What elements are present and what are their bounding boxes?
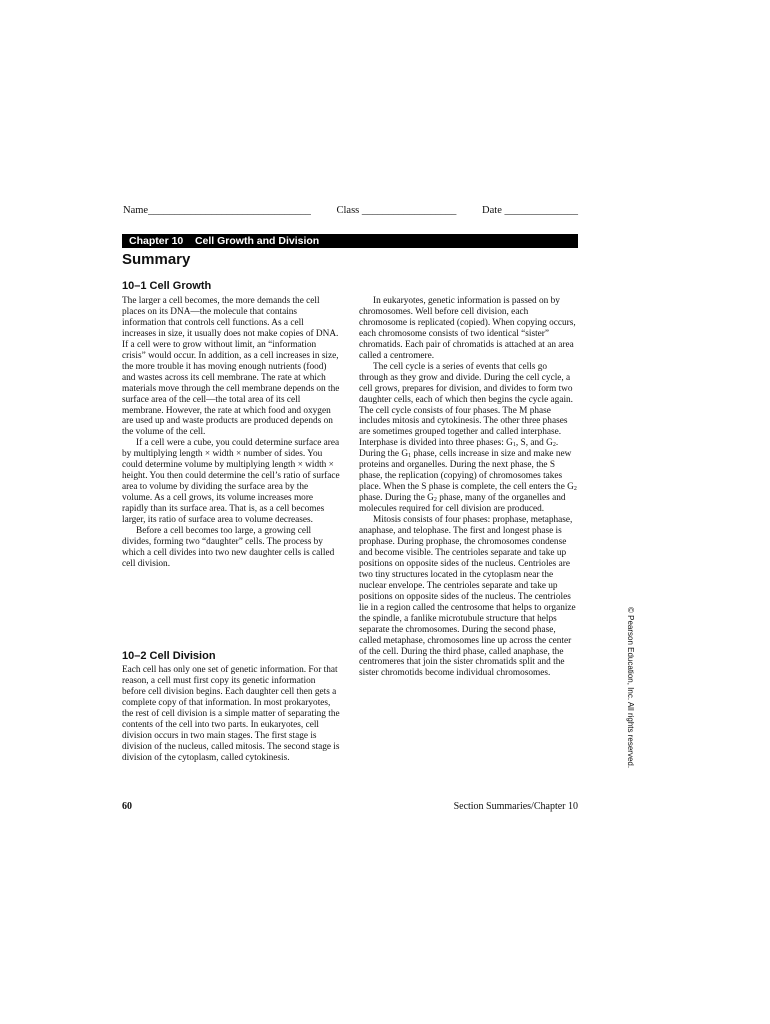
chapter-title: Cell Growth and Division (194, 235, 320, 247)
paragraph: Before a cell becomes too large, a growing cell divides, forming two “daughter” cells. The process by which a cell divides into two new daughter cells is called cell division. (122, 526, 335, 569)
copyright-notice: © Pearson Education, Inc. All rights reserved. (626, 607, 635, 769)
right-column (359, 296, 577, 679)
paragraph: Each cell has only one set of genetic information. For that reason, a cell must first copy its genetic information before cell division begins. Each daughter cell then gets a complete copy of that information. In most prokaryotes, the rest of cell division is a simple matter of separating the contents of the cell into two parts. In eukaryotes, cell division occurs in two main stages. The first stage is division of the nucleus, called mitosis. The second stage is division of the cytoplasm, called cytokinesis. (122, 665, 340, 763)
name-field-label: Name_______________________________ (123, 205, 311, 216)
left-column-lower (122, 665, 340, 764)
footer-section-label: Section Summaries/Chapter 10 (453, 801, 578, 812)
class-field-label: Class __________________ (336, 205, 457, 216)
paragraph-cell-cycle: The cell cycle is a series of events that cells go through as they grow and divide. During the cell cycle, a cell grows, prepares for division, and divides to form two daughter cells, each of which then begins the cycle again. The cell cycle consists of four phases. The M phase includes mitosis and cytokinesis. The other three phases are sometimes grouped together and called interphase. Interphase is divided into three phases: $G_1$, S, and $G_2$. During the $G_1$ phase, cells increase in size and make new proteins and organelles. During the next phase, the S phase, the replication (copying) of chromosomes takes place. When the S phase is complete, the cell enters the $G_2$ phase. During the $G_2$ phase, many of the organelles and molecules required for cell division are produced. (359, 361, 577, 515)
paragraph: If a cell were a cube, you could determine surface area by multiplying length × width × number of sides. You could determine volume by multiplying length × width × height. You then could determine the cell’s ratio of surface area to volume by dividing the surface area by the volume. As a cell grows, its volume increases more rapidly than its surface area. That is, as a cell becomes larger, its ratio of surface area to volume decreases. (122, 438, 340, 526)
section-heading-cell-division: 10–2 Cell Division (122, 650, 216, 662)
chapter-banner (122, 234, 578, 248)
chapter-number: Chapter 10 (129, 235, 184, 247)
paragraph: Mitosis consists of four phases: prophase, metaphase, anaphase, and telophase. The first and longest phase is prophase. During prophase, the chromosomes condense and become visible. The centrioles separate and take up positions on opposite sides of the nucleus. Centrioles are two tiny structures located in the cytoplasm near the nuclear envelope. The centrioles separate and take up positions on opposite sides of the nucleus. The centrioles lie in a region called the centrosome that helps to organize the spindle, a fanlike microtubule structure that helps separate the chromosomes. During the second phase, called metaphase, chromosomes line up across the center of the cell. During the third phase, called anaphase, the centromeres that join the sister chromatids split and the sister chromotids become individual chromosomes. (359, 515, 576, 679)
section-heading-cell-growth: 10–1 Cell Growth (122, 280, 212, 292)
paragraph: The larger a cell becomes, the more demands the cell places on its DNA—the molecule that contains information that controls cell functions. As a cell increases in size, it usually does not make copies of DNA. If a cell were to grow without limit, an “information crisis” would occur. In addition, as a cell increases in size, the more trouble it has moving enough nutrients (food) and wastes across its cell membrane. The rate at which materials move through the cell membrane depends on the surface area of the cell—the total area of its cell membrane. However, the rate at which food and oxygen are used up and waste products are produced depends on the volume of the cell. (122, 296, 340, 438)
paragraph: In eukaryotes, genetic information is passed on by chromosomes. Well before cell division, each chromosome is replicated (copied). When copying occurs, each chromosome consists of two identical “sister” chromatids. Each pair of chromatids is attached at an area called a centromere. (359, 296, 576, 361)
summary-heading: Summary (122, 251, 191, 268)
student-info-line (123, 205, 578, 217)
left-column (122, 296, 340, 570)
date-field-label: Date ______________ (482, 205, 578, 216)
page-number: 60 (122, 801, 132, 812)
